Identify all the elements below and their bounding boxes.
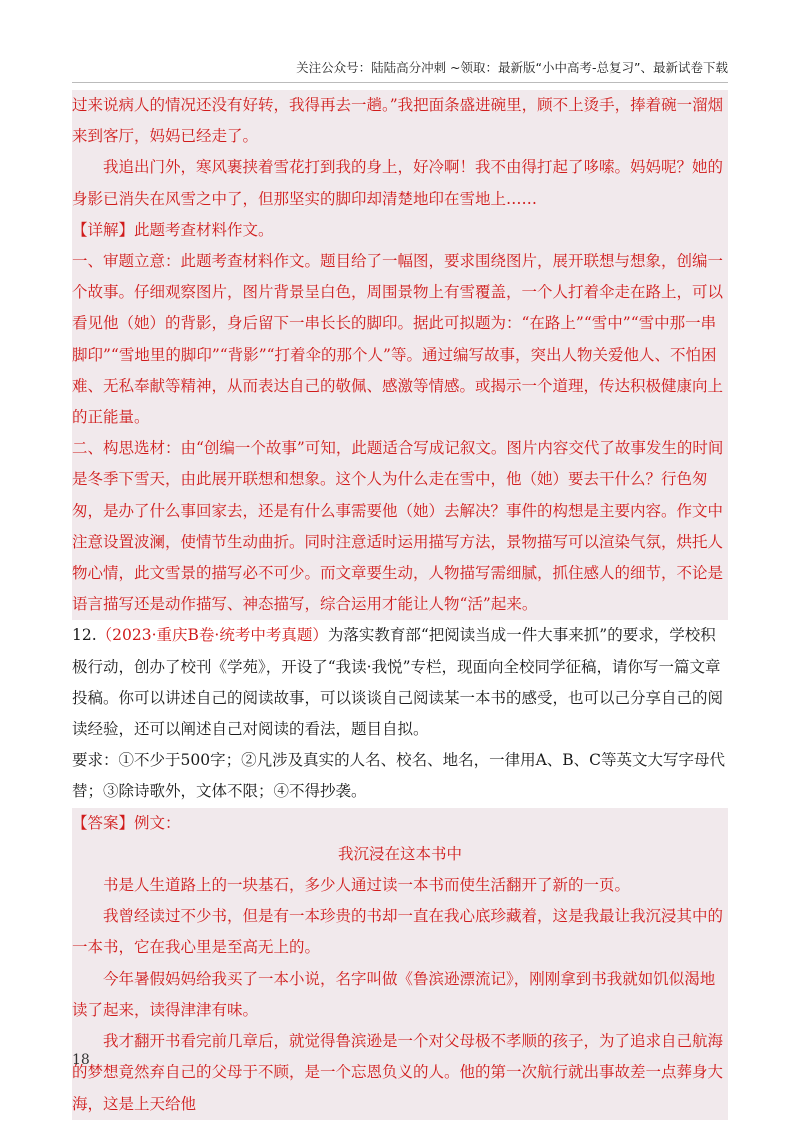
analysis-tag: 【详解】 <box>72 220 135 239</box>
analysis-intro <box>72 215 728 246</box>
analysis-intro-text: 此题考查材料作文。 <box>134 220 274 239</box>
page-header: 关注公众号：陆陆高分冲刺 ~领取：最新版“小中高考-总复习”、最新试卷下载 <box>296 60 728 75</box>
answer-header <box>72 808 728 839</box>
essay-paragraph: 今年暑假妈妈给我买了一本小说，名字叫做《鲁滨逊漂流记》，刚刚拿到书我就如饥似渴地读了起来，读得津津有味。 <box>72 969 716 1019</box>
page-number: 18 <box>72 1052 90 1068</box>
essay-paragraph: 我曾经读过不少书，但是有一本珍贵的书却一直在我心底珍藏着，这是我最让我沉浸其中的一本书，它在我心里是至高无上的。 <box>72 907 724 957</box>
analysis-paragraph: 一、审题立意：此题考查材料作文。题目给了一幅图，要求围绕图片，展开联想与想象，创编一个故事。仔细观察图片，图片背景呈白色，周围景物上有雪覆盖，一个人打着伞走在路上，可以看见他（她）的背影，身后留下一串长长的脚印。据此可拟题为：“在路上”“雪中”“雪中那一串脚印”“雪地里的脚印”“背影”“打着伞的那个人”等。通过编写故事，突出人物关爱他人、不怕困难、无私奉献等精神，从而表达自己的敬佩、感激等情感。或揭示一个道理，传达积极健康向上的正能量。 <box>72 252 724 427</box>
question-text: 为落实教育部“把阅读当成一件大事来抓”的要求，学校积极行动，创办了校刊《学苑》，开设了“我读·我悦”专栏，现面向全校同学征稿，请你写一篇文章投稿。你可以讲述自己的阅读故事，可以谈谈自己阅读某一本书的感受，也可以己分享自己的阅读经验，还可以阐述自己对阅读的看法，题目自拟。 <box>72 626 724 739</box>
answer-tag: 【答案】 <box>72 813 135 832</box>
question-number: 12. <box>72 626 97 645</box>
question-section <box>72 620 728 807</box>
analysis-section <box>72 215 728 621</box>
analysis-paragraph: 二、构思选材：由“创编一个故事”可知，此题适合写成记叙文。图片内容交代了故事发生的时间是冬季下雪天，由此展开联想和想象。这个人为什么走在雪中，他（她）要去干什么？行色匆匆，是办了什么事回家去，还是有什么事需要他（她）去解决？事件的构想是主要内容。作文中注意设置波澜，使情节生动曲折。同时注意适时运用描写方法，景物描写可以渲染气氛，烘托人物心情，此文雪景的描写必不可少。而文章要生动，人物描写需细腻，抓住感人的细节，不论是语言描写还是动作描写、神态描写，综合运用才能让人物“活”起来。 <box>72 439 724 614</box>
essay-title: 我沉浸在这本书中 <box>337 844 462 863</box>
story-paragraph: 我追出门外，寒风裹挟着雪花打到我的身上，好冷啊！我不由得打起了哆嗦。妈妈呢？她的身影已消失在风雪之中了，但那坚实的脚印却清楚地印在雪地上…… <box>72 158 724 208</box>
story-ending <box>72 90 728 215</box>
header-divider <box>72 82 728 83</box>
essay-paragraph: 书是人生道路上的一块基石，多少人通过读一本书而使生活翻开了新的一页。 <box>103 876 631 895</box>
question-prompt <box>72 620 728 745</box>
answer-section <box>72 808 728 1120</box>
story-paragraph: 过来说病人的情况还没有好转，我得再去一趟。”我把面条盛进碗里，顾不上烫手，捧着碗一溜烟来到客厅，妈妈已经走了。 <box>72 96 724 146</box>
essay-paragraph: 我才翻开书看完前几章后，就觉得鲁滨逊是一个对父母极不孝顺的孩子，为了追求自己航海的梦想竟然弃自己的父母于不顾，是一个忘恩负义的人。他的第一次航行就出事故差一点葬身大海，这是上天给他 <box>72 1032 724 1113</box>
question-source: （2023·重庆B卷·统考中考真题） <box>96 626 328 645</box>
question-requirements: 要求：①不少于500字；②凡涉及真实的人名、校名、地名，一律用A、B、C等英文大写字母代替；③除诗歌外，文体不限；④不得抄袭。 <box>72 751 726 801</box>
document-body <box>72 90 728 1120</box>
answer-label: 例文： <box>134 813 181 832</box>
